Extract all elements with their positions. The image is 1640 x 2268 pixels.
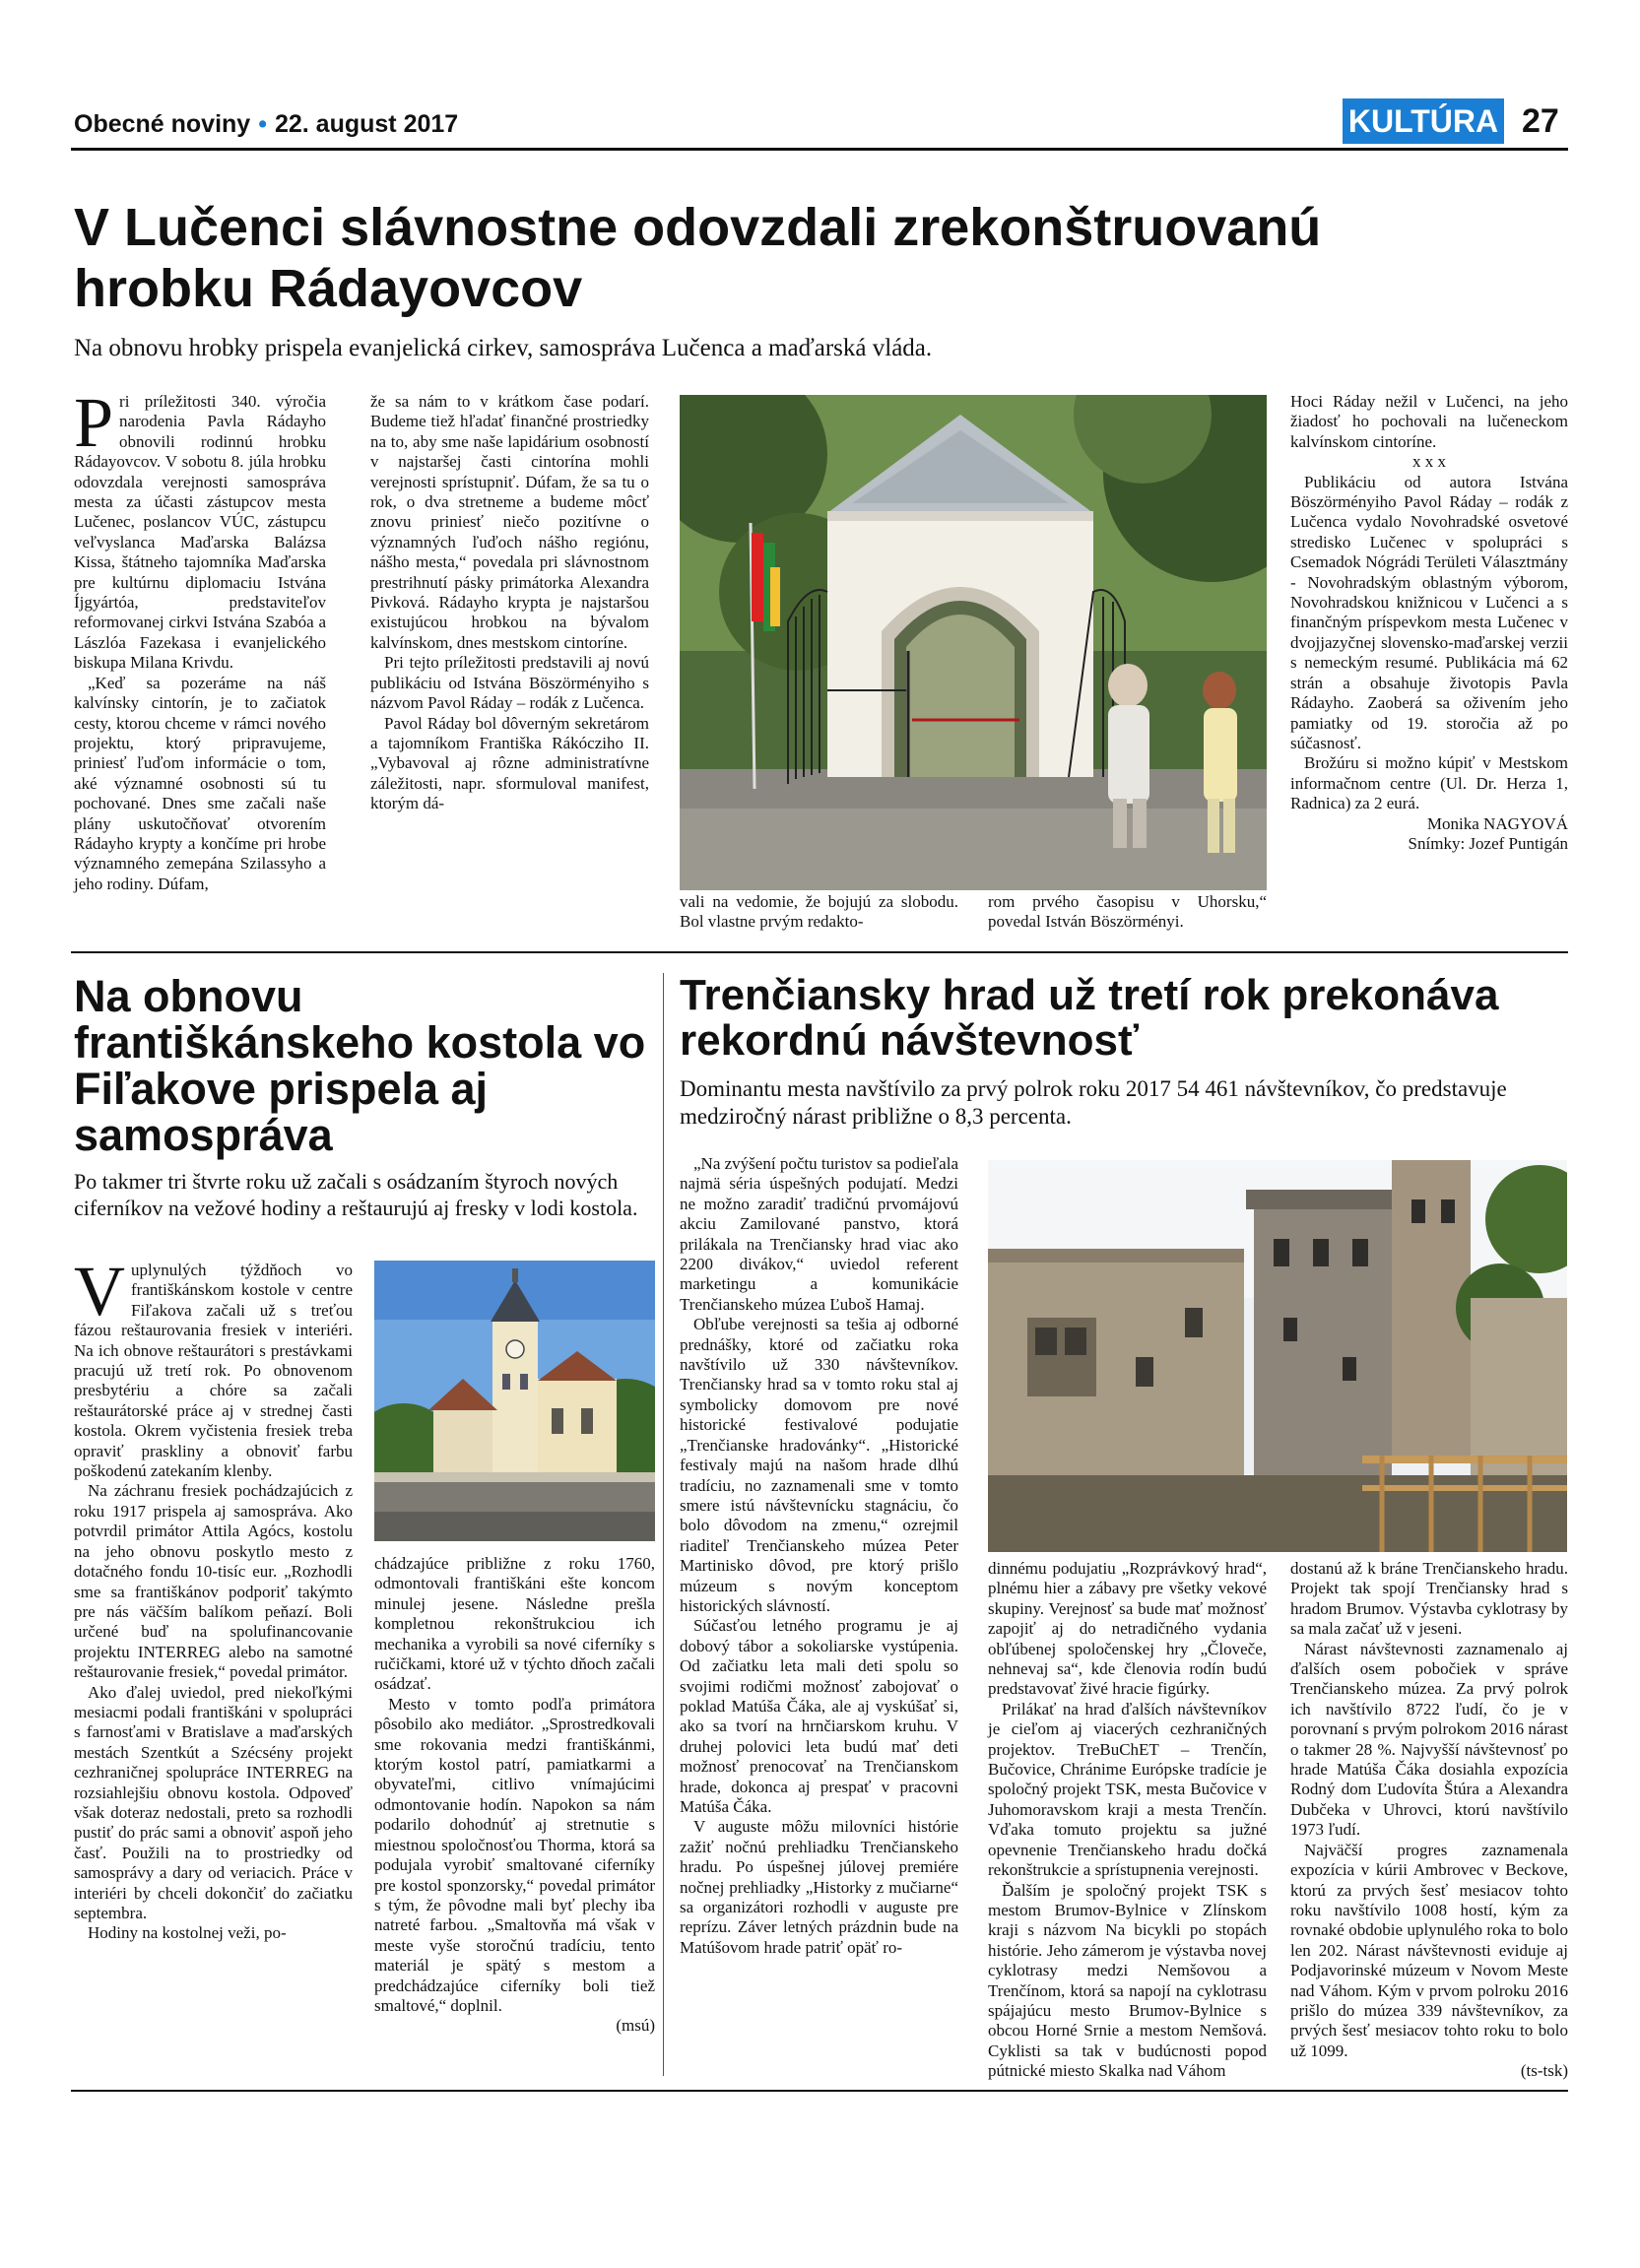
article2-signature: (msú)	[616, 2016, 655, 2036]
article1-deck: Na obnovu hrobky prispela evanjelická cirkev, samospráva Lučenca a maďarská vláda.	[74, 335, 933, 361]
paragraph: ri príležitosti 340. výročia narodenia Pavla Rádayho obnovili rodinnú hrobku Rádayovcov. V sobotu 8. júla hrobku odovzdala verejnosti samospráva mesta za účasti zástupcov mesta Lučenec, poslancov VÚC, zástupcu veľvyslanca Maďarska Balázsa Kissa, štátneho tajomníka Maďarska pre kultúrnu diplomaciu Istvána Íjgyártóa, predstaviteľov reformovanej cirkvi Istvána Szabóa a Lászlóa Fazekasa i evanjelického biskupa Milana Krivdu.	[74, 392, 326, 673]
castle-photo	[988, 1160, 1567, 1552]
column-divider	[663, 973, 664, 2076]
paragraph: Ďalším je spoločný projekt TSK s mestom Brumov-Bylnice v Zlínskom kraji s názvom Na bicykli po stopách histórie. Jeho zámerom je výstavba novej cyklotrasy medzi Nemšovou a Trenčínom, ktorá sa napojí na cyklotrasu spájajúcu mesto Brumov-Bylnice s obcou Horné Srnie a mestom Nemšová. Cyklisti sa tak v budúcnosti popod pútnické miesto Skalka nad Váhom	[988, 1880, 1267, 2081]
article2-dropcap: V	[74, 1252, 125, 1330]
article3-headline: Trenčiansky hrad už tretí rok prekonáva rekordnú návštevnosť	[680, 971, 1499, 1065]
issue-date: 22. august 2017	[274, 110, 459, 138]
paragraph: V auguste môžu milovníci histórie zažiť nočnú prehliadku Trenčianskeho hradu. Po úspešnej júlovej premiére nočnej prehliadky „Historky z mučiarne“ sa organizátori rozhodli v auguste pre reprízu. Záver letných prázdnin bude na Matúšovom hrade patriť opäť ro-	[680, 1817, 958, 1957]
paragraph: „Keď sa pozeráme na náš kalvínsky cintorín, je to začiatok cesty, ktorou chceme v rámci nového projektu, ktorý pripravujeme, priniesť ľuďom informácie o tom, aké významné osobnosti sú tu pochované. Dnes sme začali naše plány uskutočňovať otvorením Rádayho krypty a končíme pri hrobe významného zemepána Szilassyho a jeho rodiny. Dúfam,	[74, 673, 326, 893]
paragraph: Hodiny na kostolnej veži, po-	[88, 1923, 287, 1943]
paragraph: dinnému podujatiu „Rozprávkový hrad“, plnému hier a zábavy pre všetky vekové skupiny. Verejnosť sa bude mať možnosť zapojiť aj do netradičného vydania obľúbenej spoločenskej hry „Človeče, nehnevaj sa“, kde členovia rodín budú predstavovať živé hracie figúrky.	[988, 1559, 1267, 1699]
paragraph: Obľube verejnosti sa tešia aj odborné prednášky, ktoré od začiatku roka navštívilo už 330 návštevníkov. Trenčiansky hrad sa v tomto roku stal aj symbolicky domovom pre nové historické festivalové podujatie „Trenčianske hradovánky“. „Historické festivaly majú na našom hrade dlhú tradíciu, no zaznamenali sme v tomto smere istú návštevnícku stagnáciu, čo bolo dôvodom na zmenu,“ ozrejmil riaditeľ Trenčianskeho múzea Peter Martinisko dôvod, pre ktorý prišlo múzeum s novým konceptom historických slávností.	[680, 1315, 958, 1615]
footer-rule	[71, 2090, 1568, 2092]
church-photo	[374, 1261, 655, 1541]
article1-photo-credit: Snímky: Jozef Puntigán	[1408, 833, 1568, 853]
paragraph: chádzajúce približne z roku 1760, odmontovali františkáni ešte koncom minulej jesene. Následne prešla kompletnou rekonštrukciou ich mechanika a vyrobili sa nové ciferníky s ručičkami, ktoré už v týchto dňoch začali osádzať.	[374, 1554, 655, 1694]
paragraph: Mesto v tomto podľa primátora pôsobilo ako mediátor. „Sprostredkovali sme rokovania medzi františkánmi, ktorým kostol patrí, pamiatkarmi a obyvateľmi, citlivo vnímajúcimi odmontovanie hodín. Napokon sa nám podarilo dohodnúť aj stretnutie s miestnou spoločnosťou Thorma, ktorá sa podujala vyrobiť smaltované ciferníky pre kostol sponzorsky,“ povedal primátor s tým, že pôvodne mali byť plechy iba natreté farbou. „Smaltovňa má však v meste vyše storočnú tradíciu, tento materiál je spätý s mestom a predchádzajúce ciferníky boli tiež smaltové,“ doplnil.	[374, 1694, 655, 2015]
article3-col1	[680, 1154, 958, 1958]
article1-col2	[370, 392, 649, 814]
article2-deck: Po takmer tri štvrte roku už začali s osádzaním štyroch nových ciferníkov na vežové hodiny a reštaurujú aj fresky v lodi kostola.	[74, 1169, 638, 1220]
article3-col3	[1290, 1559, 1568, 2082]
paragraph: Pavol Ráday bol dôverným sekretárom a tajomníkom Františka Rákócziho II. „Vybavoval aj rôzne administratívne záležitosti, napr. sformuloval manifest, ktorým dá-	[370, 713, 649, 813]
article2-headline: Na obnovu františkánskeho kostola vo Fiľakove prispela aj samospráva	[74, 971, 646, 1160]
page-number: 27	[1522, 102, 1559, 140]
paragraph: rom prvého časopisu v Uhorsku,“ povedal István Böszörményi.	[988, 892, 1267, 932]
separator-xxx: x x x	[1412, 452, 1446, 472]
paragraph: Ako ďalej uviedol, pred niekoľkými mesiacmi podali františkáni v spolupráci s farnosťami v Bratislave a maďarských mestách Szentkút a Szécsény projekt cezhraničnej spolupráce INTERREG na rozsiahlejšiu obnovu kostola. Odpoveď však doteraz nedostali, preto sa rozhodli pustiť do prác sami a obnoviť aspoň jeho časť. Použili na to prostriedky od samosprávy a dary od veriacich. Práce v interiéri by chceli dokončiť do začiatku septembra.	[74, 1682, 353, 1922]
paragraph: vali na vedomie, že bojujú za slobodu. Bol vlastne prvým redakto-	[680, 892, 958, 932]
paragraph: Nárast návštevnosti zaznamenalo aj ďalších osem pobočiek v správe Trenčianskeho múzea. Za prvý polrok ich navštívilo 8722 ľudí, čo je v porovnaní s prvým polrokom 2016 nárast o takmer 28 %. Najvyšší návštevnosť po hrade Matúša Čáka dosiahla expozícia Rodný dom Ľudovíta Štúra a Alexandra Dubčeka v Uhrovci, ktorú navštívilo 1973 ľudí.	[1290, 1639, 1568, 1840]
article3-col2	[988, 1559, 1267, 2082]
paragraph: že sa nám to v krátkom čase podarí. Budeme tiež hľadať finančné prostriedky na to, aby sme naše lapidárium osobností v najstaršej časti cintorína mohli verejnosti sprístupniť. Dúfam, že sa tu o rok, o dva stretneme a budeme môcť znovu priniesť niečo pozitívne o významných ľuďoch nášho regiónu, nášho mesta,“ povedala pri slávnostnom prestrihnutí pásky primátorka Alexandra Pivková. Rádayho krypta je najstaršou existujúcou hrobkou na bývalom kalvínskom, dnes mestskom cintoríne.	[370, 392, 649, 652]
tomb-photo	[680, 395, 1267, 890]
article3-deck: Dominantu mesta navštívilo za prvý polrok roku 2017 54 461 návštevníkov, čo predstavuje medziročný nárast približne o 8,3 percenta.	[680, 1076, 1507, 1129]
article2-col2	[374, 1554, 655, 2037]
article1-author: Monika NAGYOVÁ	[1426, 813, 1568, 833]
paragraph: uplynulých týždňoch vo františkánskom kostole v centre Fiľakova začali už s treťou fázou reštaurovania fresiek v interiéri. Na ich obnove reštaurátori s prestávkami pracujú už tretí rok. Po obnovenom presbytériu a chóre sa začali reštaurátorské práce aj v strednej časti kostola. Okrem vyčistenia fresiek treba opraviť praskliny a obnoviť farbu poškodenú zatekaním klenby.	[74, 1261, 353, 1481]
paragraph: Prilákať na hrad ďalších návštevníkov je cieľom aj viacerých cezhraničných projektov. TreBuChET – Trenčín, Bučovice, Chránime Európske tradície je spoločný projekt TSK, mesta Bučovice v Juhomoravskom kraji a mesta Trenčín. Vďaka tomuto projektu sa južné opevnenie Trenčianskeho hradu dočká rekonštrukcie a sprístupnenia verejnosti.	[988, 1699, 1267, 1880]
paragraph: Najväčší progres zaznamenala expozícia v kúrii Ambrovec v Beckove, ktorú za prvých šesť mesiacov tohto roku navštívilo 1008 hostí, kým za rovnaké obdobie uplynulého roka to bolo len 202. Nárast návštevnosti eviduje aj Podjavorinské múzeum v Novom Meste nad Váhom. Kým v prvom polroku 2016 prišlo do múzea 339 návštevníkov, za prvých šesť mesiacov tohto roku to bolo už 1099.	[1290, 1840, 1568, 2060]
article1-col4	[988, 892, 1267, 933]
header-rule	[71, 148, 1568, 151]
article1-bottom-rule	[71, 951, 1568, 953]
paragraph: Hoci Ráday nežil v Lučenci, na jeho žiadosť ho pochovali na lučeneckom kalvínskom cintoríne.	[1290, 392, 1568, 451]
article2-col1	[74, 1252, 353, 1944]
masthead	[74, 110, 458, 139]
paragraph: Na záchranu fresiek pochádzajúcich z roku 1917 prispela aj samospráva. Ako potvrdil primátor Attila Agócs, kostolu na jeho obnovu poskytlo mesto z dotačného fondu 10-tisíc eur. „Rozhodli sme sa františkánov podporiť takýmto pre nás väčším balíkom peňazí. Boli určené buď na spolufinancovanie projektu INTERREG alebo na samotné reštaurovanie fresiek,“ povedal primátor.	[74, 1481, 353, 1682]
paragraph: Súčasťou letného programu je aj dobový tábor a sokoliarske vystúpenia. Od začiatku leta mali deti spolu so svojimi rodičmi možnosť zabojovať o poklad Matúša Čáka, ale aj vyskúšať si, ako sa tvorí na hrnčiarskom kruhu. V druhej polovici leta budú mať deti možnosť prenocovať na Trenčianskom hrade, dokonca aj prespať v pracovni Matúša Čáka.	[680, 1616, 958, 1816]
section-tag: KULTÚRA	[1343, 98, 1504, 144]
paper-name: Obecné noviny	[74, 110, 251, 138]
article1-col3	[680, 892, 958, 933]
paragraph: Pri tejto príležitosti predstavili aj novú publikáciu od Istvána Böszörményiho s názvom Pavol Ráday – rodák z Lučenca.	[370, 653, 649, 713]
article1-col5	[1290, 392, 1568, 854]
paragraph: dostanú až k bráne Trenčianskeho hradu. Projekt tak spojí Trenčiansky hrad s hradom Brumov. Výstavba cyklotrasy by sa mala začať už v jeseni.	[1290, 1559, 1568, 1639]
article3-signature: (ts-tsk)	[1520, 2061, 1568, 2081]
paragraph: „Na zvýšení počtu turistov sa podieľala najmä séria úspešných podujatí. Medzi ne možno zaradiť tradičnú prvomájovú akciu Zamilované panstvo, ktorá prilákala na Trenčiansky hrad viac ako 2200 divákov,“ uviedol referent marketingu a komunikácie Trenčianskeho múzea Ľuboš Hamaj.	[680, 1154, 958, 1314]
article1-col1	[74, 383, 326, 894]
article1-dropcap: P	[74, 383, 114, 462]
separator-dot: •	[258, 110, 267, 138]
article1-headline: V Lučenci slávnostne odovzdali zrekonštruovanú hrobku Rádayovcov	[74, 198, 1322, 318]
paragraph: Brožúru si možno kúpiť v Mestskom informačnom centre (Ul. Dr. Herza 1, Radnica) za 2 eurá.	[1290, 753, 1568, 813]
paragraph: Publikáciu od autora Istvána Böszörményiho Pavol Ráday – rodák z Lučenca vydalo Novohradské osvetové stredisko Lučenec v spolupráci s Csemadok Nógrádi Területi Választmány - Novohradským oblastným výborom, Novohradskou knižnicou v Lučenci a s finančným príspevkom mesta Lučenec v dvojjazyčnej slovensko-maďarskej verzii s nemeckým resumé. Publikácia má 62 strán a obsahuje životopis Pavla Rádayho. Zaoberá sa oživením jeho pamiatky od 19. storočia až po súčasnosť.	[1290, 472, 1568, 752]
